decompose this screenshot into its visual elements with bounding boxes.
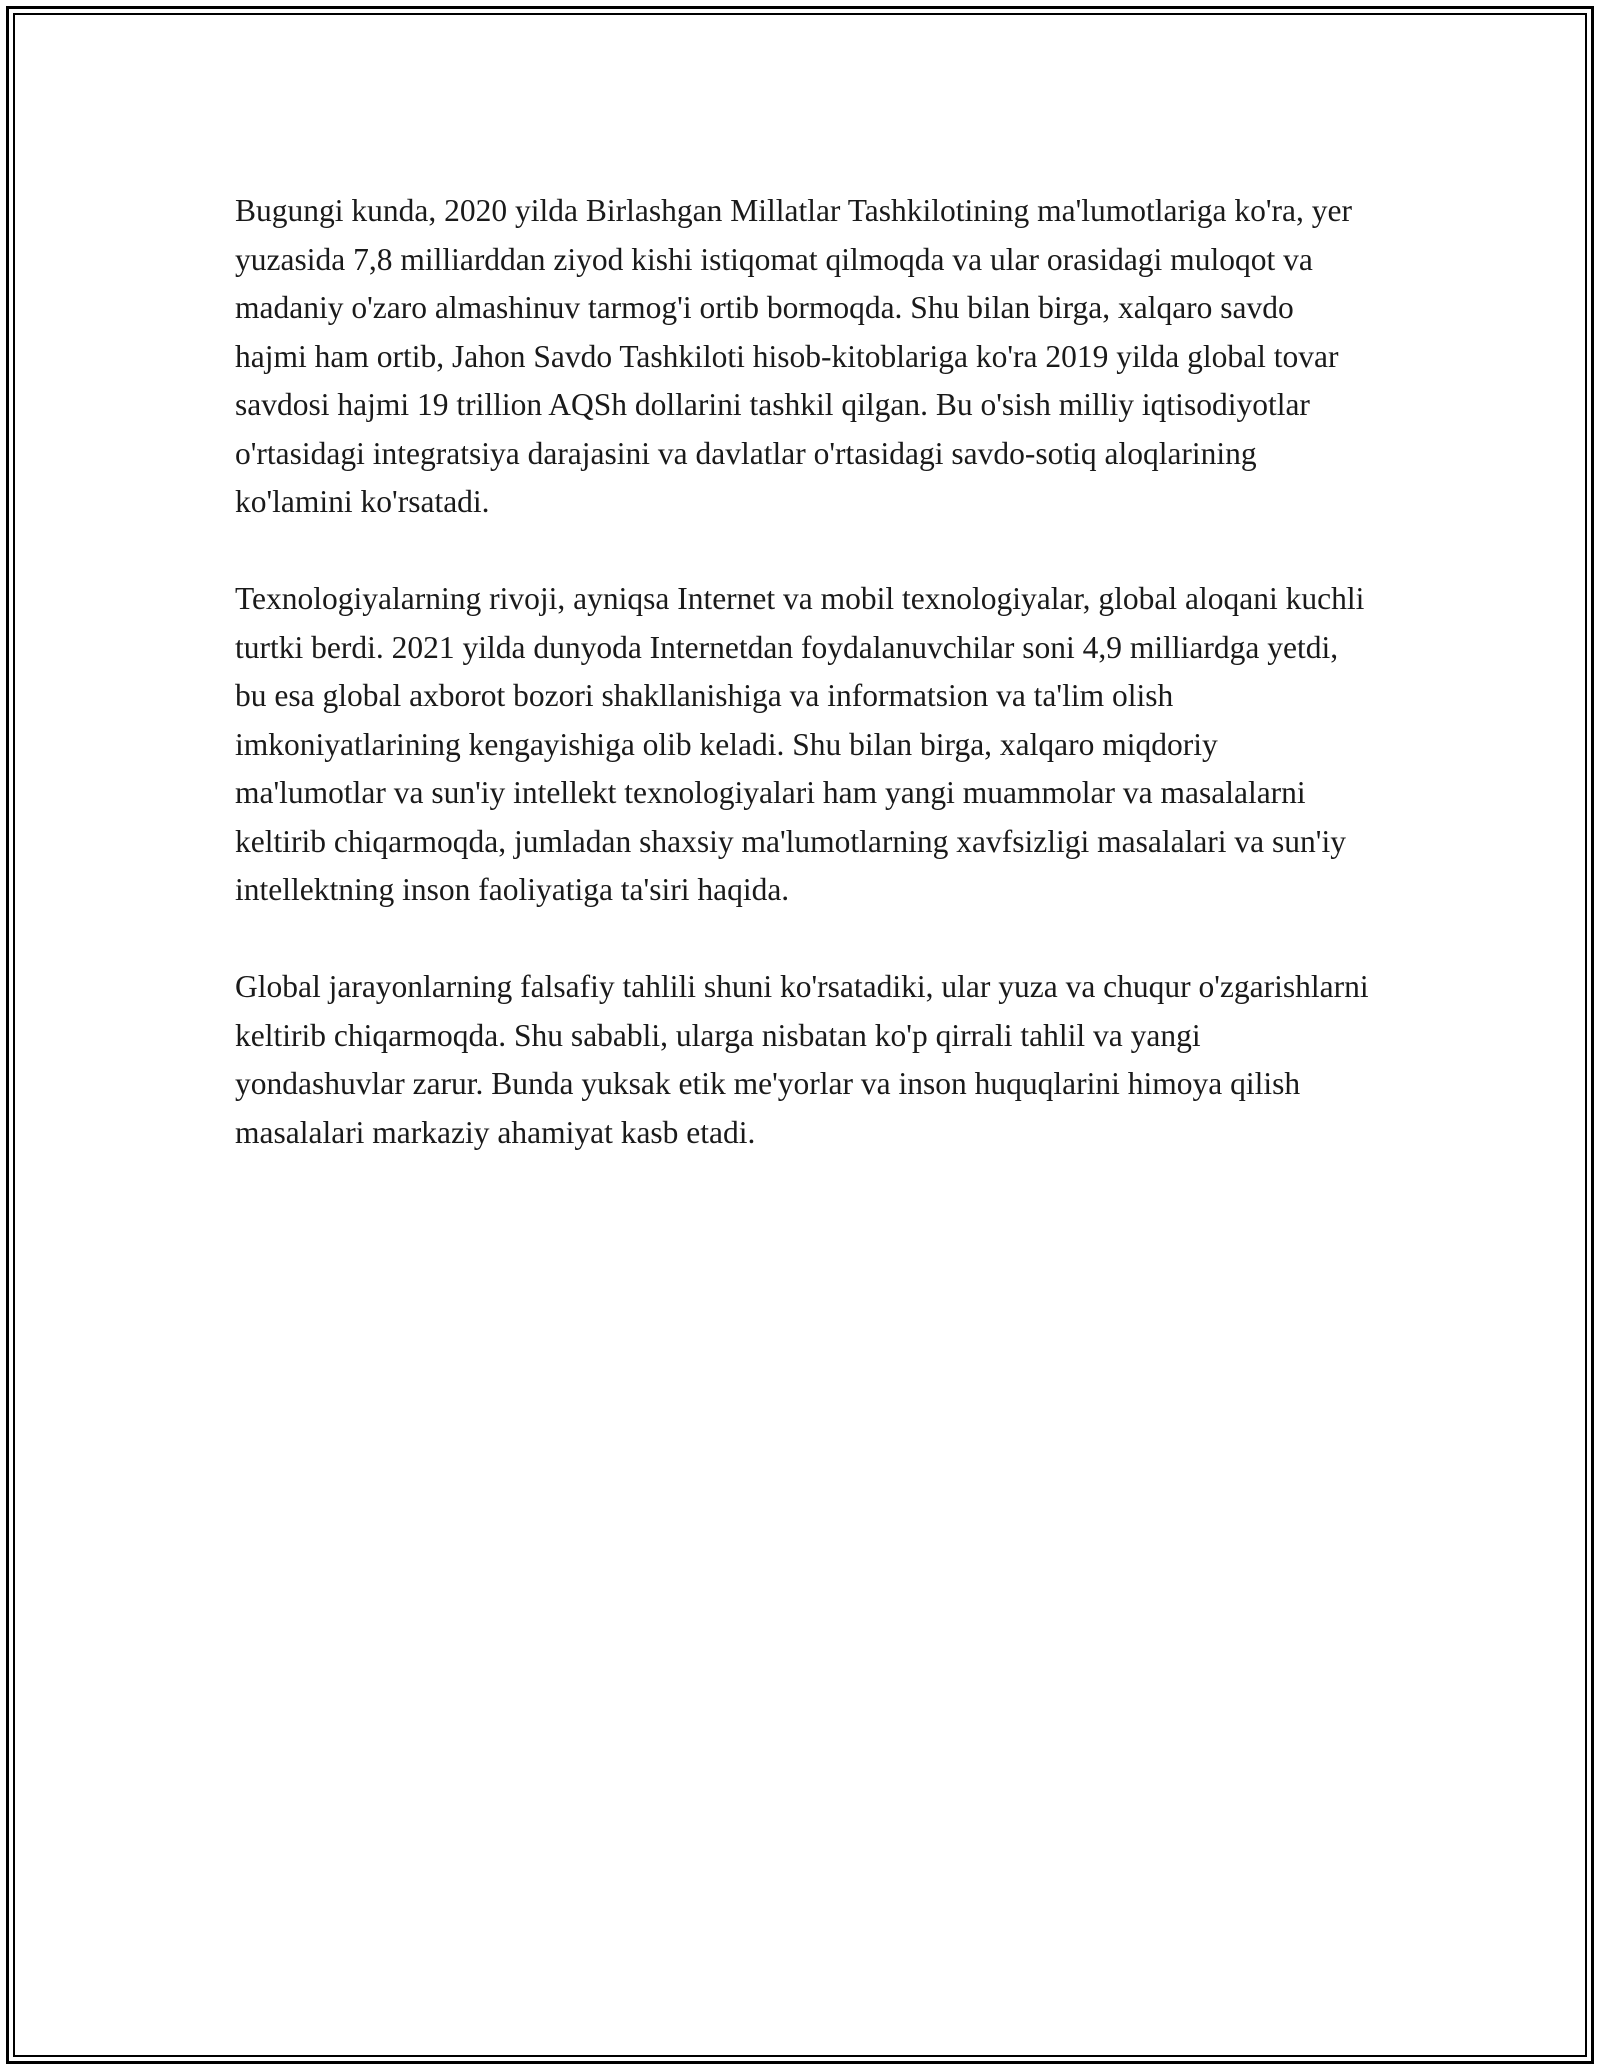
paragraph-2: Texnologiyalarning rivoji, ayniqsa Internet va mobil texnologiyalar, global aloqani kuchli turtki berdi. 2021 yilda dunyoda Internetdan foydalanuvchilar soni 4,9 milliardga yetdi, bu esa global axborot bozori shakllanishiga va informatsion va ta'lim olish imkoniyatlarining kengayishiga olib keladi. Shu bilan birga, xalqaro miqdoriy ma'lumotlar va sun'iy intellekt texnologiyalari ham yangi muammolar va masalalarni keltirib chiqarmoqda, jumladan shaxsiy ma'lumotlarning xavfsizligi masalalari va sun'iy intellektning inson faoliyatiga ta'siri haqida. [235, 581, 1365, 907]
paragraph-3: Global jarayonlarning falsafiy tahlili shuni ko'rsatadiki, ular yuza va chuqur o'zgarishlarni keltirib chiqarmoqda. Shu sababli, ularga nisbatan ko'p qirrali tahlil va yangi yondashuvlar zarur. Bunda yuksak etik me'yorlar va inson huquqlarini himoya qilish masalalari markaziy ahamiyat kasb etadi. [235, 969, 1369, 1150]
paragraph-1: Bugungi kunda, 2020 yilda Birlashgan Millatlar Tashkilotining ma'lumotlariga ko'ra, yer yuzasida 7,8 milliarddan ziyod kishi istiqomat qilmoqda va ular orasidagi muloqot va madaniy o'zaro almashinuv tarmog'i ortib bormoqda. Shu bilan birga, xalqaro savdo hajmi ham ortib, Jahon Savdo Tashkiloti hisob-kitoblariga ko'ra 2019 yilda global tovar savdosi hajmi 19 trillion AQSh dollarini tashkil qilgan. Bu o'sish milliy iqtisodiyotlar o'rtasidagi integratsiya darajasini va davlatlar o'rtasidagi savdo-sotiq aloqlarining ko'lamini ko'rsatadi. [235, 193, 1353, 519]
document-body [235, 187, 1370, 1206]
